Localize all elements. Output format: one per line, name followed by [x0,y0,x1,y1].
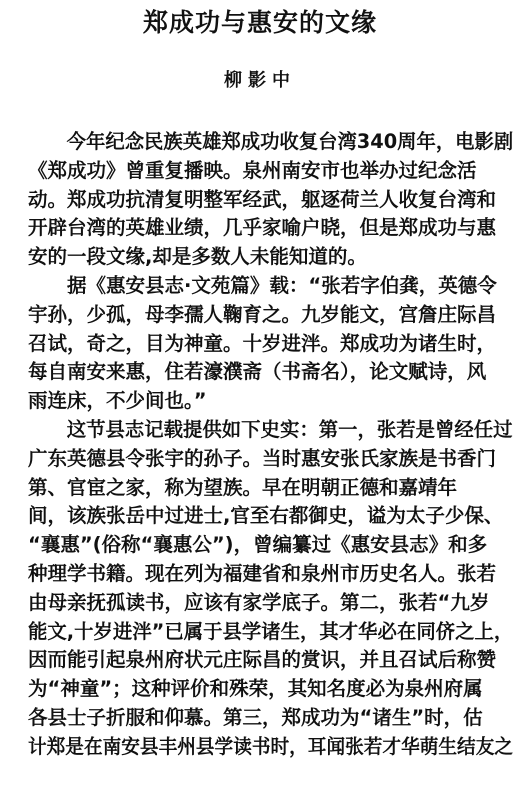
text-line: 能文,十岁进泮”已属于县学诸生，其才华必在同侪之上， [28,619,514,643]
article-title: 郑成功与惠安的文缘 [142,8,377,37]
text-line: 这节县志记载提供如下史实：第一，张若是曾经任过 [28,417,513,441]
text-line: 据《惠安县志·文苑篇》载：“张若字伯龚，英德令 [28,273,497,297]
text-line: 宇孙，少孤，母李孺人鞠育之。九岁能文，宫詹庄际昌 [28,302,497,326]
text-line: 间，该族张岳中过进士,官至右都御史，谥为太子少保、 [28,504,504,528]
text-line: 种理学书籍。现在列为福建省和泉州市历史名人。张若 [28,561,497,585]
text-line: 各县士子折服和仰慕。第三，郑成功为“诸生”时，估 [28,705,483,729]
text-line: 安的一段文缘,却是多数人未能知道的。 [28,245,367,269]
text-line: 动。郑成功抗清复明整军经武，躯逐荷兰人收复台湾和 [28,187,497,211]
article-body [28,128,513,762]
article-author: 柳影中 [224,70,296,91]
text-line: 计郑是在南安县丰州县学读书时，耳闻张若才华萌生结友之 [28,734,514,758]
text-line: 雨连床，不少间也。” [28,389,207,413]
text-line: 今年纪念民族英雄郑成功收复台湾340周年，电影剧 [28,130,514,153]
text-line: 因而能引起泉州府状元庄际昌的赏识，并且召试后称赞 [28,648,497,672]
text-line: 由母亲抚孤读书，应该有家学底子。第二，张若“九岁 [28,590,490,614]
text-line: 开辟台湾的英雄业绩，几乎家喻户晓，但是郑成功与惠 [28,216,497,240]
text-line: “襄惠”(俗称“襄惠公”)，曾编纂过《惠安县志》和多 [28,533,488,557]
text-line: 第、官宦之家，称为望族。早在明朝正德和嘉靖年 [28,475,458,499]
text-line: 召试，奇之，目为神童。十岁进泮。郑成功为诸生时， [28,331,497,355]
text-line: 广东英德县令张宇的孙子。当时惠安张氏家族是书香门 [28,446,497,470]
text-line: 《郑成功》曾重复播映。泉州南安市也举办过纪念活 [28,158,477,182]
text-line: 为“神童”；这种评价和殊荣，其知名度必为泉州府属 [28,677,483,701]
text-line: 每自南安来惠，住若濠濮斋（书斋名），论文赋诗，风 [28,360,487,384]
